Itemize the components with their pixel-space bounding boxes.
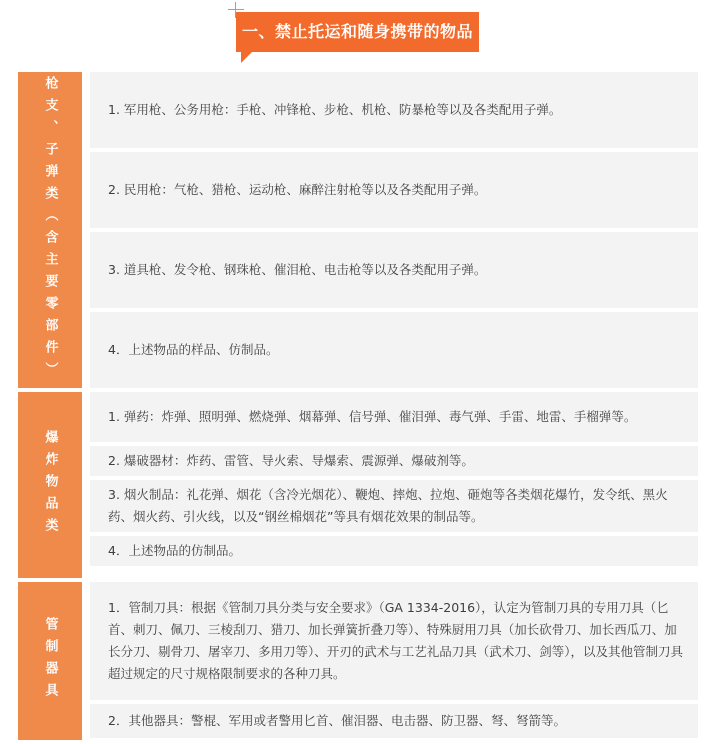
category-controlled-tools [18, 582, 698, 740]
category-items [90, 72, 698, 388]
list-item [90, 232, 698, 308]
category-items [90, 392, 698, 578]
list-item [90, 582, 698, 700]
item-text: 4．上述物品的样品、仿制品。 [108, 342, 279, 357]
title-tail-decoration [241, 52, 252, 63]
category-items [90, 582, 698, 740]
item-text: 1. 军用枪、公务用枪：手枪、冲锋枪、步枪、机枪、防暴枪等以及各类配用子弹。 [108, 102, 562, 117]
list-item [90, 392, 698, 442]
section-header [0, 0, 716, 70]
list-item [90, 152, 698, 228]
item-text: 3. 道具枪、发令枪、钢珠枪、催泪枪、电击枪等以及各类配用子弹。 [108, 262, 487, 277]
item-text: 1. 弹药：炸弹、照明弹、燃烧弹、烟幕弹、信号弹、催泪弹、毒气弹、手雷、地雷、手榴弹等。 [108, 409, 637, 424]
list-item [90, 536, 698, 566]
list-item [90, 704, 698, 738]
list-item [90, 72, 698, 148]
item-text: 4．上述物品的仿制品。 [108, 543, 241, 558]
list-item [90, 446, 698, 476]
item-text: 2. 民用枪：气枪、猎枪、运动枪、麻醉注射枪等以及各类配用子弹。 [108, 182, 487, 197]
category-label-controlled-tools [18, 582, 82, 740]
category-label-explosives [18, 392, 82, 578]
list-item [90, 312, 698, 388]
category-label-firearms [18, 72, 82, 388]
category-explosives [18, 392, 698, 578]
item-text: 1．管制刀具：根据《管制刀具分类与安全要求》（GA 1334-2016），认定为管制刀具的专用刀具（匕首、刺刀、佩刀、三棱刮刀、猎刀、加长弹簧折叠刀等）、特殊厨用刀具（加长砍骨刀、加长西瓜刀、加长分刀、剔骨刀、屠宰刀、多用刀等）、开刃的武术与工艺礼品刀具（武术刀、剑等），以及其他管制刀具超过规定的尺寸规格限制要求的各种刀具。 [108, 600, 684, 681]
item-text: 3. 烟火制品：礼花弹、烟花（含冷光烟花）、鞭炮、摔炮、拉炮、砸炮等各类烟花爆竹，发令纸、黑火药、烟火药、引火线，以及“钢丝棉烟花”等具有烟花效果的制品等。 [108, 487, 668, 524]
page-title: 一、禁止托运和随身携带的物品 [236, 12, 479, 52]
prohibited-items-table [18, 72, 698, 744]
category-label-text: 枪支、子弹类（含主要零部件） [42, 76, 58, 384]
item-text: 2. 爆破器材：炸药、雷管、导火索、导爆索、震源弹、爆破剂等。 [108, 453, 474, 468]
list-item [90, 480, 698, 532]
category-label-text: 管制器具 [42, 617, 58, 705]
item-text: 2．其他器具：警棍、军用或者警用匕首、催泪器、电击器、防卫器、弩、弩箭等。 [108, 713, 566, 728]
category-label-text: 爆炸物品类 [42, 430, 58, 540]
category-firearms [18, 72, 698, 388]
